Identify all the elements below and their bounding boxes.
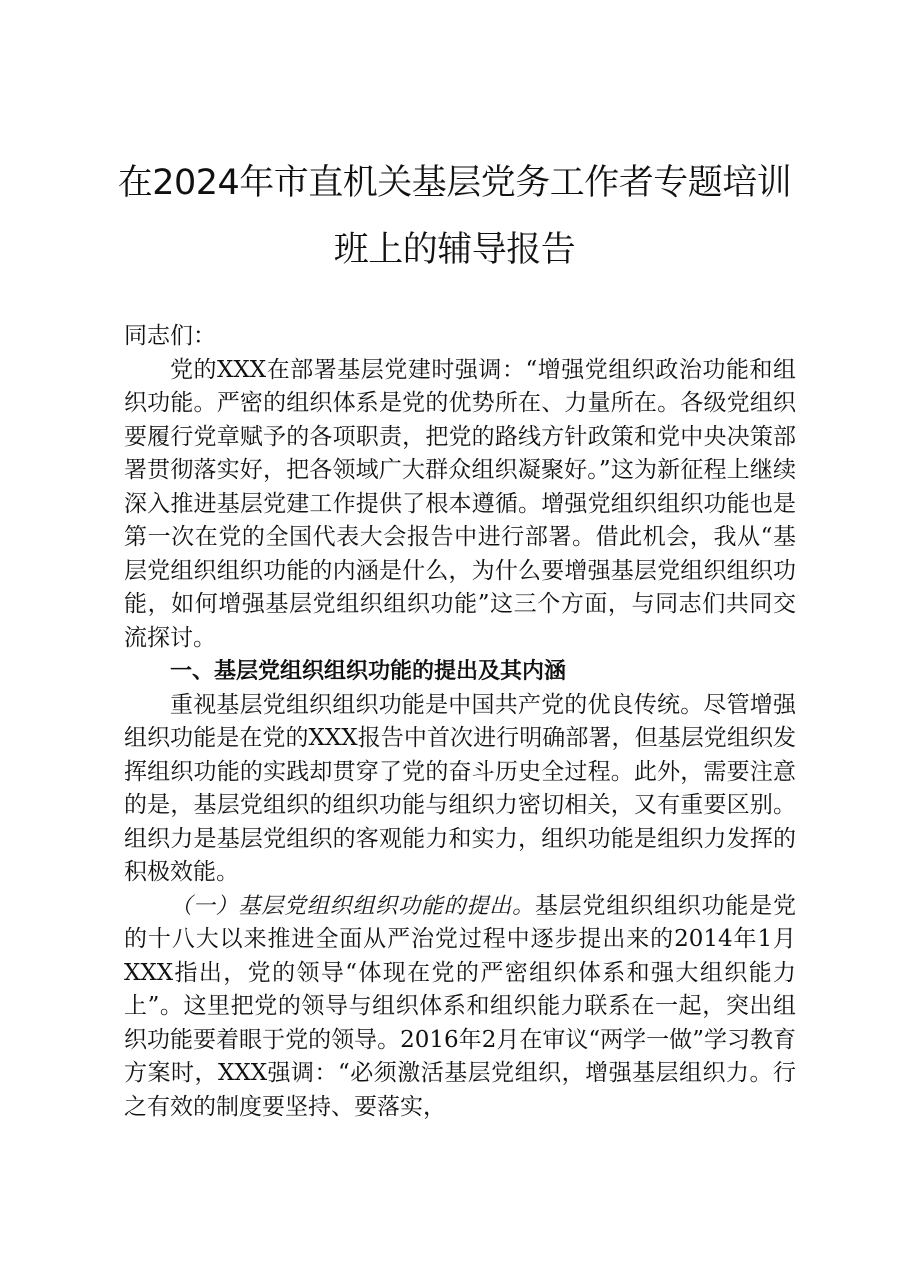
document-body [124,320,796,1124]
subsection-1-text: 基层党组织组织功能是党的十八大以来推进全面从严治党过程中逐步提出来的2014年1月XXX指出，党的领导“体现在党的严密组织体系和强大组织能力上”。这里把党的领导与组织体系和组织能力联系在一起，突出组织功能要着眼于党的领导。2016年2月在审议“两学一做”学习教育方案时，XXX强调：“必须激活基层党组织，增强基层组织力。行之有效的制度要坚持、要落实， [124,892,796,1120]
subsection-heading-1: （一）基层党组织组织功能的提出。 [170,893,535,919]
paragraph-intro: 党的XXX在部署基层党建时强调：“增强党组织政治功能和组织功能。严密的组织体系是党的优势所在、力量所在。各级党组织要履行党章赋予的各项职责，把党的路线方针政策和党中央决策部署贯彻落实好，把各领域广大群众组织凝聚好。”这为新征程上继续深入推进基层党建工作提供了根本遵循。增强党组织组织功能也是第一次在党的全国代表大会报告中进行部署。借此机会，我从“基层党组织组织功能的内涵是什么，为什么要增强基层党组织组织功能，如何增强基层党组织组织功能”这三个方面，与同志们共同交流探讨。 [124,356,796,651]
paragraph-section-1: 重视基层党组织组织功能是中国共产党的优良传统。尽管增强组织功能是在党的XXX报告中首次进行明确部署，但基层党组织发挥组织功能的实践却贯穿了党的奋斗历史全过程。此外，需要注意的是，基层党组织的组织功能与组织力密切相关，又有重要区别。组织力是基层党组织的客观能力和实力，组织功能是组织力发挥的积极效能。 [124,691,796,885]
paragraph-subsection-1 [124,890,796,1125]
document-title-line-2: 班上的辅导报告 [333,230,576,270]
document-title-line-1: 在2024年市直机关基层党务工作者专题培训 [117,163,792,203]
salutation: 同志们： [124,323,216,349]
section-heading-1: 一、基层党组织组织功能的提出及其内涵 [170,659,567,684]
